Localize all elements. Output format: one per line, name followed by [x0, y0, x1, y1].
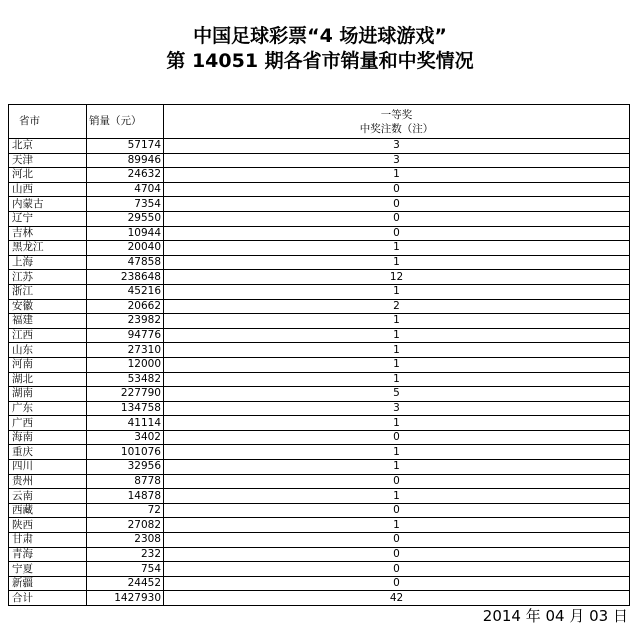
table-row: [9, 430, 630, 445]
cell-province: 新疆: [9, 576, 87, 591]
cell-sales: 1427930: [87, 591, 164, 606]
report-date: 2014 年 04 月 03 日: [482, 607, 628, 625]
cell-province: 黑龙江: [9, 241, 87, 256]
cell-winners: 0: [164, 562, 630, 577]
cell-sales: 24452: [87, 576, 164, 591]
cell-winners: 1: [164, 460, 630, 475]
cell-winners: 0: [164, 182, 630, 197]
cell-province: 广东: [9, 401, 87, 416]
cell-province: 湖南: [9, 387, 87, 402]
table-row: [9, 576, 630, 591]
table-body: [9, 139, 630, 606]
cell-province: 辽宁: [9, 211, 87, 226]
cell-province: 北京: [9, 139, 87, 154]
cell-province: 江苏: [9, 270, 87, 285]
cell-winners: 1: [164, 489, 630, 504]
cell-winners: 2: [164, 299, 630, 314]
cell-province: 山西: [9, 182, 87, 197]
cell-winners: 1: [164, 241, 630, 256]
cell-sales: 8778: [87, 474, 164, 489]
cell-province: 湖北: [9, 372, 87, 387]
table-row: [9, 328, 630, 343]
cell-sales: 23982: [87, 314, 164, 329]
table-row: [9, 241, 630, 256]
cell-province: 云南: [9, 489, 87, 504]
cell-winners: 1: [164, 445, 630, 460]
cell-province: 海南: [9, 430, 87, 445]
cell-sales: 32956: [87, 460, 164, 475]
cell-province: 河南: [9, 357, 87, 372]
cell-sales: 20662: [87, 299, 164, 314]
cell-winners: 1: [164, 314, 630, 329]
cell-winners: 0: [164, 430, 630, 445]
table-row: [9, 153, 630, 168]
cell-winners: 5: [164, 387, 630, 402]
cell-province: 广西: [9, 416, 87, 431]
table-row: [9, 474, 630, 489]
cell-winners: 1: [164, 284, 630, 299]
cell-sales: 3402: [87, 430, 164, 445]
cell-sales: 53482: [87, 372, 164, 387]
cell-sales: 29550: [87, 211, 164, 226]
table-row: [9, 270, 630, 285]
table-row: [9, 445, 630, 460]
table-row: [9, 211, 630, 226]
cell-sales: 24632: [87, 168, 164, 183]
cell-winners: 1: [164, 343, 630, 358]
cell-sales: 27082: [87, 518, 164, 533]
cell-sales: 47858: [87, 255, 164, 270]
table-row: [9, 460, 630, 475]
cell-sales: 4704: [87, 182, 164, 197]
table-row: [9, 314, 630, 329]
table-row: [9, 255, 630, 270]
table-row: [9, 562, 630, 577]
cell-sales: 27310: [87, 343, 164, 358]
cell-province: 陕西: [9, 518, 87, 533]
cell-winners: 0: [164, 474, 630, 489]
title-line-2: 第 14051 期各省市销量和中奖情况: [166, 50, 474, 72]
cell-winners: 1: [164, 357, 630, 372]
header-sales: 销量（元）: [87, 105, 164, 139]
cell-province: 山东: [9, 343, 87, 358]
cell-sales: 10944: [87, 226, 164, 241]
cell-sales: 101076: [87, 445, 164, 460]
cell-province: 合计: [9, 591, 87, 606]
cell-winners: 0: [164, 533, 630, 548]
cell-province: 上海: [9, 255, 87, 270]
table-row: [9, 357, 630, 372]
cell-sales: 238648: [87, 270, 164, 285]
cell-sales: 12000: [87, 357, 164, 372]
cell-province: 河北: [9, 168, 87, 183]
cell-winners: 0: [164, 211, 630, 226]
header-prize-line-2: 中奖注数（注）: [359, 122, 434, 135]
cell-winners: 3: [164, 401, 630, 416]
table-row: [9, 533, 630, 548]
cell-sales: 45216: [87, 284, 164, 299]
cell-winners: 0: [164, 503, 630, 518]
cell-winners: 0: [164, 197, 630, 212]
cell-province: 宁夏: [9, 562, 87, 577]
cell-sales: 94776: [87, 328, 164, 343]
cell-winners: 1: [164, 416, 630, 431]
cell-province: 甘肃: [9, 533, 87, 548]
table-row: [9, 518, 630, 533]
cell-province: 江西: [9, 328, 87, 343]
table-row: [9, 416, 630, 431]
cell-province: 西藏: [9, 503, 87, 518]
cell-winners: 3: [164, 153, 630, 168]
table-row: [9, 387, 630, 402]
cell-winners: 1: [164, 168, 630, 183]
table-row: [9, 284, 630, 299]
cell-sales: 89946: [87, 153, 164, 168]
header-first-prize: [164, 105, 630, 139]
table-row: [9, 401, 630, 416]
header-province: 省市: [9, 105, 87, 139]
cell-province: 贵州: [9, 474, 87, 489]
cell-province: 浙江: [9, 284, 87, 299]
cell-winners: 1: [164, 328, 630, 343]
cell-province: 福建: [9, 314, 87, 329]
cell-province: 内蒙古: [9, 197, 87, 212]
header-prize-line-1: 一等奖: [380, 108, 413, 121]
table-row: [9, 503, 630, 518]
cell-winners: 1: [164, 518, 630, 533]
table-row: [9, 139, 630, 154]
table-row: [9, 226, 630, 241]
table-row: [9, 372, 630, 387]
cell-winners: 0: [164, 226, 630, 241]
cell-province: 吉林: [9, 226, 87, 241]
cell-winners: 0: [164, 547, 630, 562]
cell-sales: 72: [87, 503, 164, 518]
cell-sales: 232: [87, 547, 164, 562]
cell-winners: 42: [164, 591, 630, 606]
cell-winners: 1: [164, 255, 630, 270]
table-row: [9, 489, 630, 504]
cell-sales: 7354: [87, 197, 164, 212]
cell-province: 青海: [9, 547, 87, 562]
table-row: [9, 343, 630, 358]
cell-province: 重庆: [9, 445, 87, 460]
cell-winners: 3: [164, 139, 630, 154]
table-row: [9, 299, 630, 314]
title-line-1: 中国足球彩票“4 场进球游戏”: [193, 25, 447, 47]
cell-province: 安徽: [9, 299, 87, 314]
cell-sales: 227790: [87, 387, 164, 402]
cell-sales: 14878: [87, 489, 164, 504]
cell-sales: 57174: [87, 139, 164, 154]
cell-sales: 20040: [87, 241, 164, 256]
table-row: [9, 197, 630, 212]
sales-table: [8, 104, 630, 606]
table-row: [9, 182, 630, 197]
table-row: [9, 591, 630, 606]
cell-province: 四川: [9, 460, 87, 475]
cell-sales: 134758: [87, 401, 164, 416]
cell-winners: 1: [164, 372, 630, 387]
cell-sales: 41114: [87, 416, 164, 431]
cell-winners: 0: [164, 576, 630, 591]
table-row: [9, 168, 630, 183]
cell-sales: 2308: [87, 533, 164, 548]
cell-province: 天津: [9, 153, 87, 168]
header-row: [9, 105, 630, 139]
cell-sales: 754: [87, 562, 164, 577]
table-row: [9, 547, 630, 562]
cell-winners: 12: [164, 270, 630, 285]
